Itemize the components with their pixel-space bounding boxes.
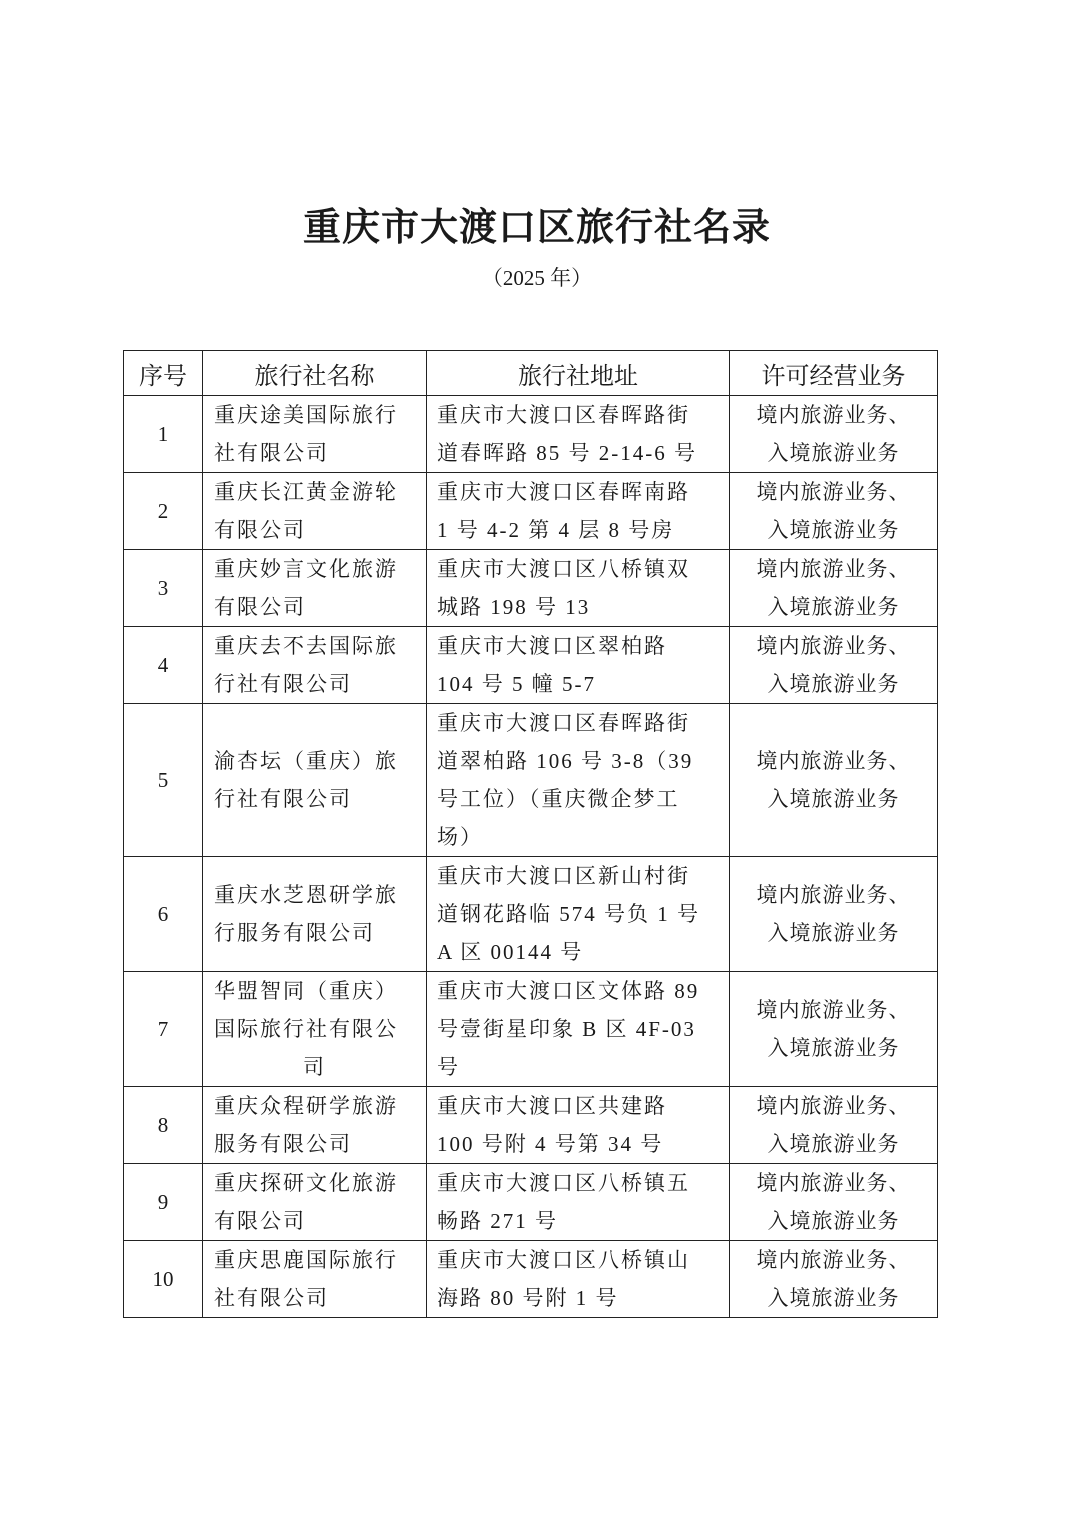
cell-business-line: 境内旅游业务、 [756,883,911,907]
cell-address-line: 道春晖路 85 号 2-14-6 号 [437,441,697,465]
cell-business-line: 入境旅游业务 [767,672,900,696]
cell-address [427,1164,730,1241]
cell-name [203,550,427,627]
cell-name-line: 重庆思鹿国际旅行 [214,1248,398,1272]
cell-business [730,857,938,972]
cell-name [203,704,427,857]
cell-name [203,1241,427,1318]
cell-business [730,1087,938,1164]
table-row [124,972,938,1087]
cell-name-line: 有限公司 [214,595,306,619]
cell-address [427,1087,730,1164]
cell-name-line: 重庆探研文化旅游 [214,1171,398,1195]
table-row [124,473,938,550]
cell-no: 1 [124,396,203,473]
cell-business-line: 境内旅游业务、 [756,403,911,427]
table-row [124,396,938,473]
cell-address [427,473,730,550]
cell-address [427,857,730,972]
cell-business [730,1164,938,1241]
cell-business [730,396,938,473]
cell-address-line: 重庆市大渡口区春晖路街 [437,403,690,427]
cell-address-line: 重庆市大渡口区共建路 [437,1094,667,1118]
cell-business-line: 境内旅游业务、 [756,557,911,581]
cell-name-line: 渝杏坛（重庆）旅 [214,749,398,773]
cell-address [427,550,730,627]
header-no: 序号 [124,351,203,396]
cell-business-line: 境内旅游业务、 [756,749,911,773]
cell-business-line: 入境旅游业务 [767,518,900,542]
cell-name [203,972,427,1087]
cell-name [203,396,427,473]
cell-address-line: 道钢花路临 574 号负 1 号 [437,902,700,926]
cell-no: 2 [124,473,203,550]
cell-name-line: 重庆途美国际旅行 [214,403,398,427]
cell-address-line: 重庆市大渡口区春晖路街 [437,711,690,735]
cell-business [730,704,938,857]
table-row [124,627,938,704]
cell-address-line: 重庆市大渡口区文体路 89 [437,979,700,1003]
travel-agency-table [123,350,938,1318]
cell-name-line: 司 [303,1055,326,1079]
cell-address-line: 场） [437,825,483,849]
cell-address-line: 104 号 5 幢 5-7 [437,672,596,696]
cell-name-line: 行社有限公司 [214,672,352,696]
cell-no: 3 [124,550,203,627]
cell-name-line: 国际旅行社有限公 [214,1017,398,1041]
cell-business [730,473,938,550]
cell-no: 8 [124,1087,203,1164]
cell-no: 5 [124,704,203,857]
cell-name-line: 社有限公司 [214,441,329,465]
cell-name-line: 社有限公司 [214,1286,329,1310]
cell-address-line: A 区 00144 号 [437,940,584,964]
cell-business-line: 入境旅游业务 [767,1286,900,1310]
table-row [124,1241,938,1318]
cell-address-line: 道翠柏路 106 号 3-8（39 [437,749,694,773]
cell-name [203,1087,427,1164]
cell-business-line: 境内旅游业务、 [756,1094,911,1118]
cell-address-line: 号 [437,1055,460,1079]
cell-name-line: 服务有限公司 [214,1132,352,1156]
cell-business-line: 入境旅游业务 [767,787,900,811]
cell-name-line: 行服务有限公司 [214,921,375,945]
cell-no: 10 [124,1241,203,1318]
cell-address-line: 号壹街星印象 B 区 4F-03 [437,1017,696,1041]
cell-name-line: 有限公司 [214,518,306,542]
table-header-row [124,351,938,396]
cell-address-line: 重庆市大渡口区春晖南路 [437,480,690,504]
cell-business-line: 境内旅游业务、 [756,634,911,658]
cell-address [427,1241,730,1318]
cell-name [203,1164,427,1241]
cell-name [203,857,427,972]
cell-business-line: 入境旅游业务 [767,1209,900,1233]
cell-name-line: 重庆去不去国际旅 [214,634,398,658]
cell-business-line: 境内旅游业务、 [756,998,911,1022]
cell-address-line: 号工位）（重庆微企梦工 [437,787,680,811]
cell-address-line: 海路 80 号附 1 号 [437,1286,619,1310]
table-row [124,704,938,857]
cell-business-line: 境内旅游业务、 [756,1171,911,1195]
cell-address-line: 重庆市大渡口区八桥镇五 [437,1171,690,1195]
cell-name-line: 重庆水芝恩研学旅 [214,883,398,907]
cell-no: 9 [124,1164,203,1241]
cell-no: 7 [124,972,203,1087]
cell-address-line: 城路 198 号 13 [437,595,591,619]
cell-address-line: 重庆市大渡口区八桥镇山 [437,1248,690,1272]
cell-no: 4 [124,627,203,704]
cell-name-line: 重庆长江黄金游轮 [214,480,398,504]
cell-name-line: 重庆妙言文化旅游 [214,557,398,581]
table-row [124,1087,938,1164]
cell-business [730,972,938,1087]
cell-business-line: 入境旅游业务 [767,1132,900,1156]
cell-name-line: 华盟智同（重庆） [214,979,398,1003]
cell-name [203,473,427,550]
cell-address [427,627,730,704]
cell-business-line: 入境旅游业务 [767,441,900,465]
table-row [124,550,938,627]
cell-business [730,550,938,627]
cell-address-line: 重庆市大渡口区新山村街 [437,864,690,888]
cell-address-line: 畅路 271 号 [437,1209,558,1233]
cell-business-line: 境内旅游业务、 [756,1248,911,1272]
table-row [124,1164,938,1241]
header-business: 许可经营业务 [730,351,938,396]
cell-name [203,627,427,704]
cell-no: 6 [124,857,203,972]
cell-address-line: 100 号附 4 号第 34 号 [437,1132,664,1156]
header-address: 旅行社地址 [427,351,730,396]
header-name: 旅行社名称 [203,351,427,396]
document-title: 重庆市大渡口区旅行社名录 [302,204,771,249]
cell-address-line: 1 号 4-2 第 4 层 8 号房 [437,518,675,542]
cell-business-line: 入境旅游业务 [767,1036,900,1060]
cell-address-line: 重庆市大渡口区翠柏路 [437,634,667,658]
cell-business [730,1241,938,1318]
cell-name-line: 有限公司 [214,1209,306,1233]
document-subtitle: （2025 年） [481,266,593,290]
cell-business-line: 入境旅游业务 [767,921,900,945]
table-row [124,857,938,972]
cell-business [730,627,938,704]
cell-address-line: 重庆市大渡口区八桥镇双 [437,557,690,581]
cell-business-line: 境内旅游业务、 [756,480,911,504]
cell-address [427,972,730,1087]
cell-name-line: 行社有限公司 [214,787,352,811]
cell-address [427,396,730,473]
cell-address [427,704,730,857]
cell-name-line: 重庆众程研学旅游 [214,1094,398,1118]
cell-business-line: 入境旅游业务 [767,595,900,619]
